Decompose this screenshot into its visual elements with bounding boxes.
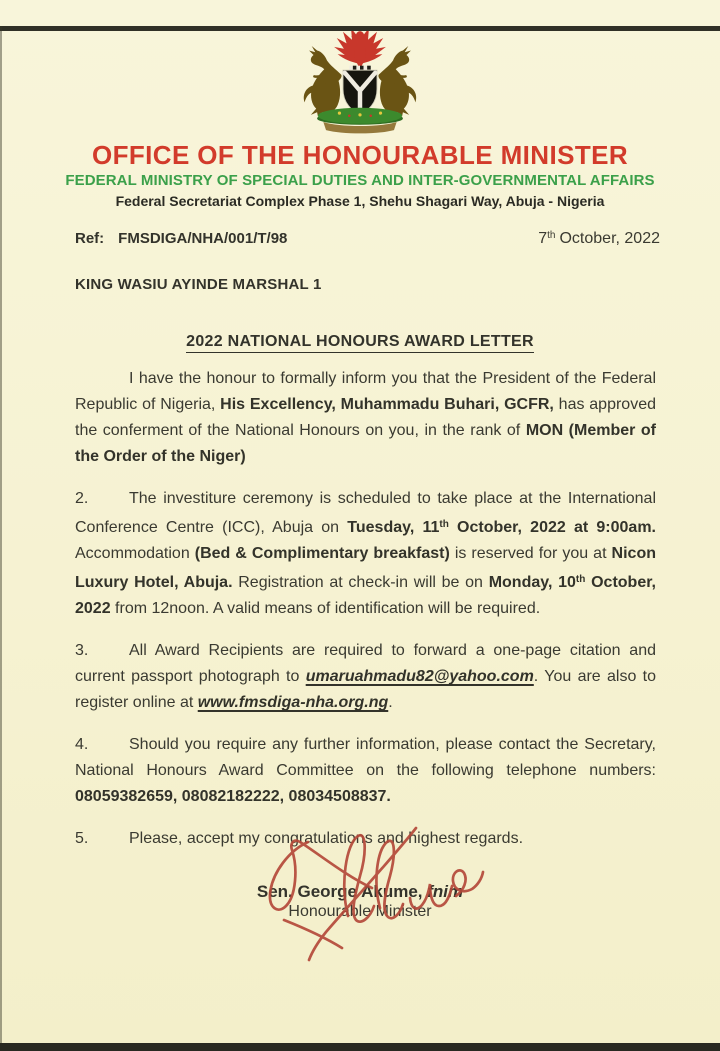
photo-edge-left: [0, 26, 2, 1051]
ref-value: FMSDIGA/NHA/001/T/98: [118, 230, 288, 247]
reference-number: [75, 230, 287, 247]
date-ordinal: th: [547, 230, 556, 241]
signatory-name: Sen. George Akume, fnim: [256, 882, 464, 901]
addressee-name: KING WASIU AYINDE MARSHAL 1: [75, 276, 322, 293]
signatory-honorific: fnim: [427, 882, 464, 901]
ministry-name: FEDERAL MINISTRY OF SPECIAL DUTIES AND INTER-GOVERNMENTAL AFFAIRS: [65, 172, 655, 189]
letter-date: [538, 230, 660, 248]
photo-edge-bottom: [0, 1043, 720, 1051]
paragraph-number: 3.: [75, 642, 89, 659]
letter-title: 2022 NATIONAL HONOURS AWARD LETTER: [186, 333, 534, 353]
paragraph: 2. The investiture ceremony is scheduled to take place at the International Conference Centre (ICC), Abuja on Tuesday, 11th October, 2022 at 9:00am. Accommodation (Bed & Complimentary breakfast) is reserved for you at Nicon Luxury Hotel, Abuja. Registration at check-in will be on Monday, 10th October, 2022 from 12noon. A valid means of identification will be required.: [75, 486, 656, 622]
photo-edge-top: [0, 26, 720, 31]
signatory-role: Honourable Minister: [288, 903, 432, 920]
ref-label: Ref:: [75, 230, 105, 247]
signature-block: [0, 882, 720, 921]
date-rest: October, 2022: [559, 230, 660, 247]
letterhead: [0, 141, 720, 210]
paragraph-number: 4.: [75, 736, 89, 753]
paragraph-number: 5.: [75, 830, 89, 847]
paragraph: 3. All Award Recipients are required to forward a one-page citation and current passport photograph to umaruahmadu82@yahoo.com. You are also to register online at www.fmsdiga-nha.org.ng.: [75, 638, 656, 716]
nigeria-coat-of-arms-icon: [284, 26, 436, 134]
paragraph: 5. Please, accept my congratulations and highest regards.: [75, 826, 656, 852]
ministry-address: Federal Secretariat Complex Phase 1, Shehu Shagari Way, Abuja - Nigeria: [115, 193, 605, 209]
letter-body: [75, 366, 656, 852]
date-day: 7: [538, 230, 548, 247]
paragraph-number: 2.: [75, 490, 89, 507]
office-title: OFFICE OF THE HONOURABLE MINISTER: [91, 140, 629, 170]
paragraph: 4. Should you require any further information, please contact the Secretary, National Honours Award Committee on the following telephone numbers: 08059382659, 08082182222, 08034508837.: [75, 732, 656, 810]
paragraph: I have the honour to formally inform you that the President of the Federal Republic of Nigeria, His Excellency, Muhammadu Buhari, GCFR, has approved the conferment of the National Honours on you, in the rank of MON (Member of the Order of the Niger): [75, 370, 657, 465]
reference-row: [75, 230, 660, 248]
